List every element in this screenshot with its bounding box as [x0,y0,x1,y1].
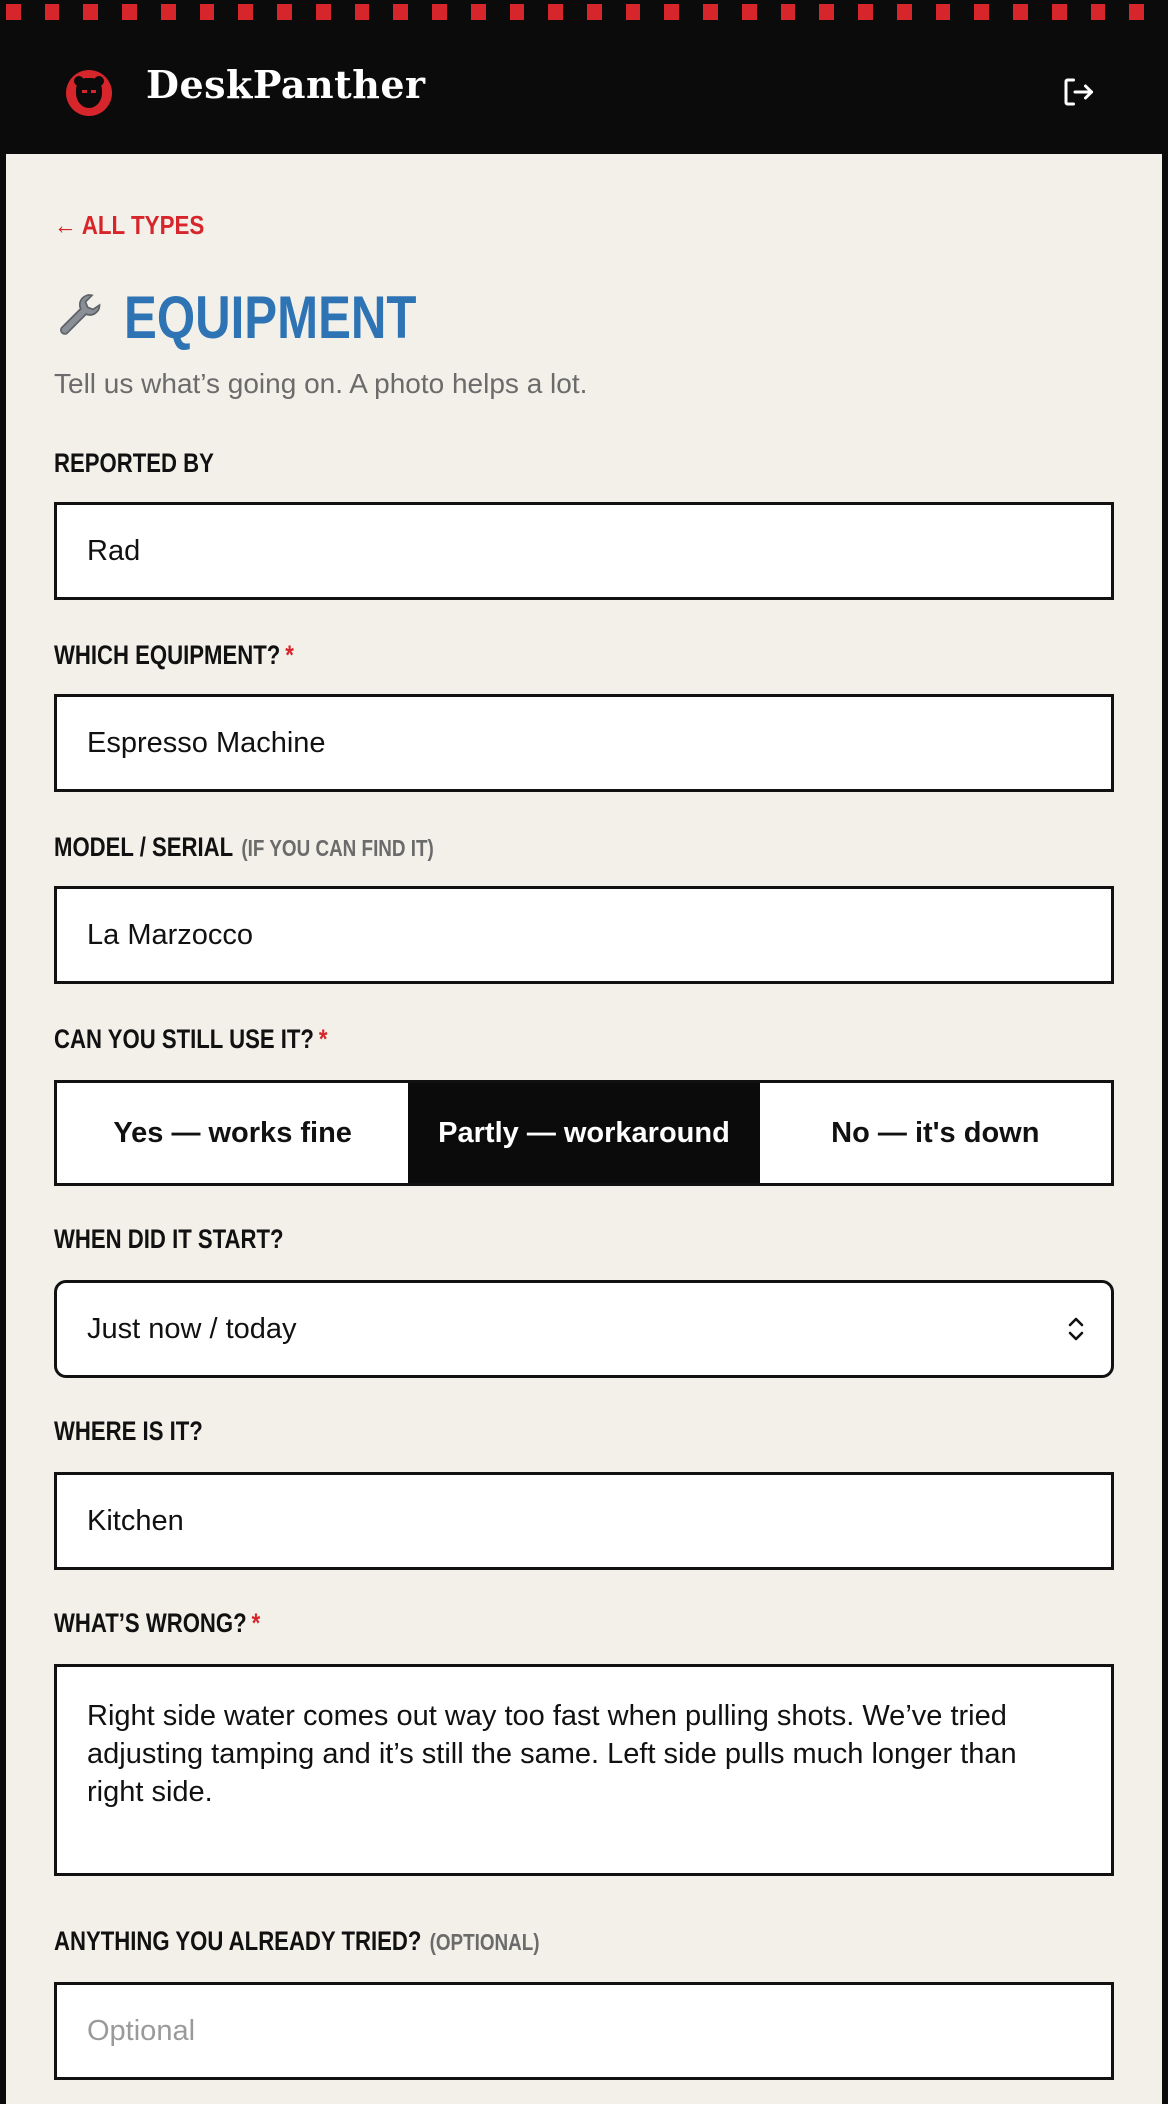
report-form-card [6,154,1162,2104]
already-tried-label: ANYTHING YOU ALREADY TRIED? (OPTIONAL) [54,1926,540,1956]
already-tried-field[interactable]: Optional [54,1982,1114,2080]
required-marker: * [285,640,294,670]
back-to-all-types-link[interactable]: ← ALL TYPES [54,210,205,240]
page-title-row [54,282,481,352]
logout-icon [1060,74,1096,110]
model-serial-hint: (IF YOU CAN FIND IT) [241,835,434,861]
usable-segmented-control [54,1080,1114,1186]
chevron-up-down-icon [1065,1315,1087,1343]
already-tried-hint: (OPTIONAL) [429,1929,540,1955]
page-title: EQUIPMENT [124,283,417,351]
whats-wrong-label: WHAT’S WRONG? * [54,1608,261,1638]
required-marker: * [318,1024,328,1054]
usable-option-yes[interactable]: Yes — works fine [113,1116,352,1149]
usable-option-no[interactable]: No — it's down [831,1116,1040,1149]
top-bar [0,24,1168,154]
which-equipment-label: WHICH EQUIPMENT? * [54,640,294,670]
required-marker: * [251,1608,261,1638]
where-is-it-label: WHERE IS IT? [54,1416,203,1446]
wrench-icon [54,291,106,343]
page-subtitle: Tell us what’s going on. A photo helps a lot. [54,368,588,399]
usable-label: CAN YOU STILL USE IT? * [54,1024,328,1054]
reported-by-field[interactable]: Rad [54,502,1114,600]
usable-option-partly[interactable]: Partly — workaround [408,1083,759,1183]
whats-wrong-textarea[interactable]: Right side water comes out way too fast when pulling shots. We’ve tried adjusting tamping and it’s still the same. Left side pulls much longer than right side. [54,1664,1114,1876]
where-is-it-field[interactable]: Kitchen [54,1472,1114,1570]
model-serial-field[interactable]: La Marzocco [54,886,1114,984]
when-started-value: Just now / today [87,1312,297,1345]
top-checker-stripe [0,0,1168,24]
when-started-select[interactable] [54,1280,1114,1378]
logout-button[interactable] [1056,70,1100,114]
which-equipment-field[interactable]: Espresso Machine [54,694,1114,792]
brand-name[interactable]: DeskPanther [146,62,426,107]
model-serial-label: MODEL / SERIAL (IF YOU CAN FIND IT) [54,832,434,862]
reported-by-label: REPORTED BY [54,448,214,478]
when-started-label: WHEN DID IT START? [54,1224,284,1254]
panther-logo-icon[interactable] [66,70,112,116]
